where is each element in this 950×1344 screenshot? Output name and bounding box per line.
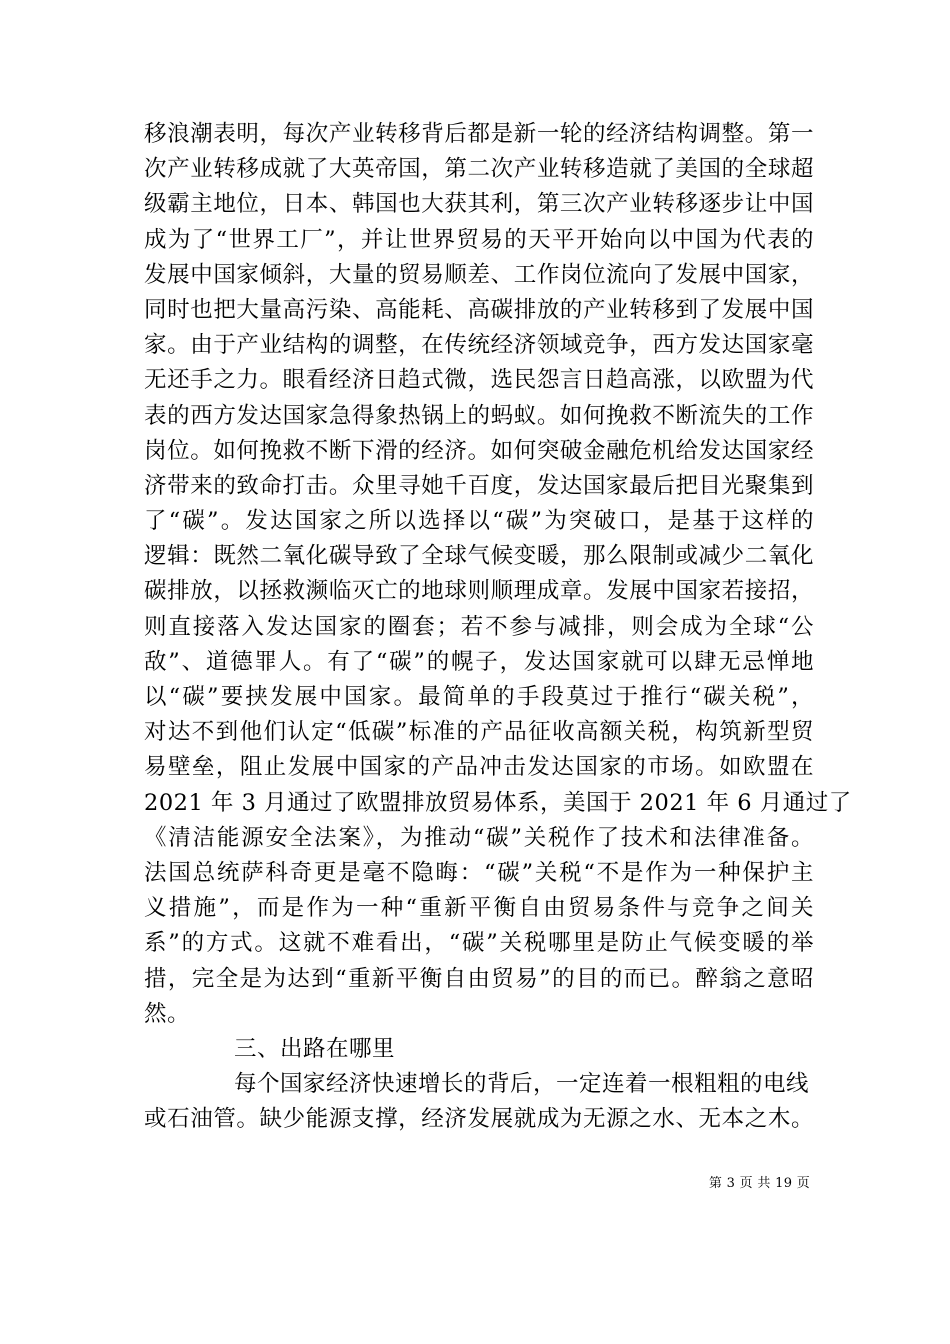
text-line: 《清洁能源安全法案》，为推动“碳”关税作了技术和法律准备。 <box>144 824 814 851</box>
page-number: 第 3 页 共 19 页 <box>708 1176 810 1191</box>
section-heading: 三、出路在哪里 <box>234 1035 396 1062</box>
text-line: 济带来的致命打击。众里寻她千百度，发达国家最后把目光聚集到 <box>144 472 814 499</box>
text-line: 敌”、道德罪人。有了“碳”的幌子，发达国家就可以肆无忌惮地 <box>144 648 814 675</box>
text-line: 岗位。如何挽救不断下滑的经济。如何突破金融危机给发达国家经 <box>144 437 814 464</box>
text-line: 则直接落入发达国家的圈套；若不参与减排，则会成为全球“公 <box>144 613 814 640</box>
text-line: 法国总统萨科奇更是毫不隐晦：“碳”关税“不是作为一种保护主 <box>144 859 814 886</box>
text-line: 2021 年 3 月通过了欧盟排放贸易体系，美国于 2021 年 6 月通过了 <box>144 789 852 816</box>
text-line: 无还手之力。眼看经济日趋式微，选民怨言日趋高涨，以欧盟为代 <box>144 367 814 394</box>
text-line: 易壁垒，阻止发展中国家的产品冲击发达国家的市场。如欧盟在 <box>144 754 814 781</box>
text-line: 然。 <box>144 1000 191 1027</box>
body-text <box>144 117 852 1137</box>
text-line: 成为了“世界工厂”，并让世界贸易的天平开始向以中国为代表的 <box>144 226 814 253</box>
text-line: 对达不到他们认定“低碳”标准的产品征收高额关税，构筑新型贸 <box>144 719 814 746</box>
text-line: 每个国家经济快速增长的背后，一定连着一根粗粗的电线 <box>234 1071 810 1098</box>
text-line: 次产业转移成就了大英帝国，第二次产业转移造就了美国的全球超 <box>144 156 814 183</box>
text-line: 或石油管。缺少能源支撑，经济发展就成为无源之水、无本之木。 <box>144 1106 814 1133</box>
text-line: 表的西方发达国家急得象热锅上的蚂蚁。如何挽救不断流失的工作 <box>144 402 814 429</box>
text-line: 以“碳”要挟发展中国家。最简单的手段莫过于推行“碳关税”， <box>144 684 814 710</box>
text-line: 措，完全是为达到“重新平衡自由贸易”的目的而已。醉翁之意昭 <box>144 965 814 992</box>
text-line: 移浪潮表明，每次产业转移背后都是新一轮的经济结构调整。第一 <box>144 121 814 147</box>
text-line: 系”的方式。这就不难看出，“碳”关税哪里是防止气候变暖的举 <box>144 930 814 957</box>
text-line: 发展中国家倾斜，大量的贸易顺差、工作岗位流向了发展中国家， <box>144 261 814 288</box>
text-line: 碳排放，以拯救濒临灭亡的地球则顺理成章。发展中国家若接招， <box>144 578 814 605</box>
text-line: 级霸主地位，日本、韩国也大获其利，第三次产业转移逐步让中国 <box>144 191 814 218</box>
text-line: 义措施”，而是作为一种“重新平衡自由贸易条件与竞争之间关 <box>144 895 814 922</box>
text-line: 家。由于产业结构的调整，在传统经济领域竞争，西方发达国家毫 <box>144 332 814 359</box>
text-line: 逻辑：既然二氧化碳导致了全球气候变暖，那么限制或减少二氧化 <box>144 543 814 570</box>
text-line: 了“碳”。发达国家之所以选择以“碳”为突破口，是基于这样的 <box>144 508 814 535</box>
text-line: 同时也把大量高污染、高能耗、高碳排放的产业转移到了发展中国 <box>144 296 814 323</box>
